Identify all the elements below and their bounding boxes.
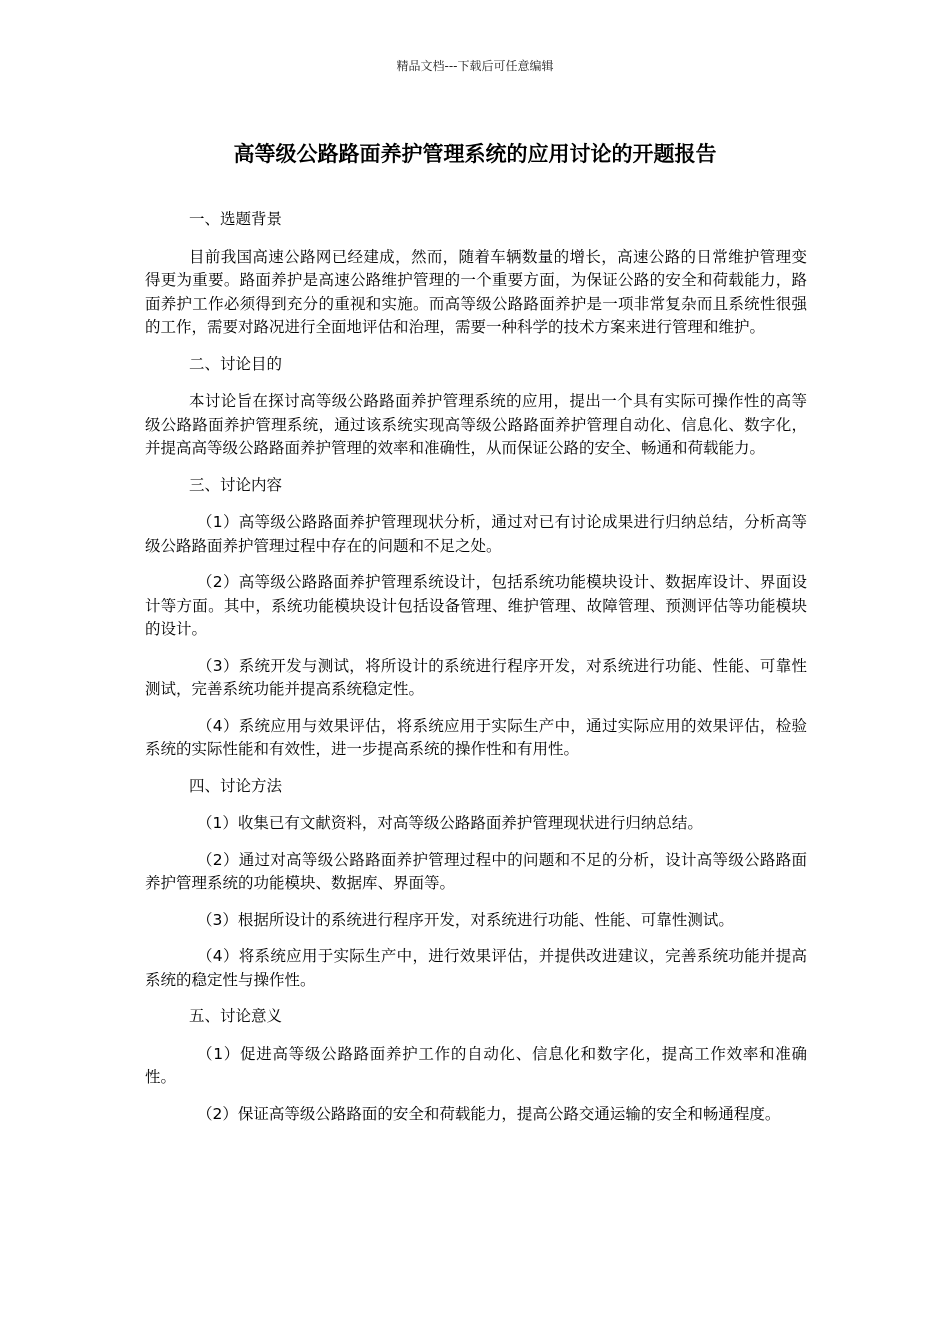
purpose-paragraph: 本讨论旨在探讨高等级公路路面养护管理系统的应用，提出一个具有实际可操作性的高等级公路路面养护管理系统，通过该系统实现高等级公路路面养护管理自动化、信息化、数字化，并提高高等级公路路面养护管理的效率和准确性，从而保证公路的安全、畅通和荷载能力。 [145, 392, 807, 457]
content-item-2: （2）高等级公路路面养护管理系统设计，包括系统功能模块设计、数据库设计、界面设计等方面。其中，系统功能模块设计包括设备管理、维护管理、故障管理、预测评估等功能模块的设计。 [145, 573, 807, 638]
method-item-4: （4）将系统应用于实际生产中，进行效果评估，并提供改进建议，完善系统功能并提高系统的稳定性与操作性。 [145, 947, 807, 989]
background-paragraph: 目前我国高速公路网已经建成，然而，随着车辆数量的增长，高速公路的日常维护管理变得更为重要。路面养护是高速公路维护管理的一个重要方面，为保证公路的安全和荷载能力，路面养护工作必须得到充分的重视和实施。而高等级公路路面养护是一项非常复杂而且系统性很强的工作，需要对路况进行全面地评估和治理，需要一种科学的技术方案来进行管理和维护。 [145, 247, 807, 336]
document-body [145, 208, 807, 1139]
section-heading-content: 三、讨论内容 [189, 475, 283, 494]
method-item-2: （2）通过对高等级公路路面养护管理过程中的问题和不足的分析，设计高等级公路路面养护管理系统的功能模块、数据库、界面等。 [145, 850, 807, 892]
section-heading-purpose: 二、讨论目的 [189, 354, 283, 373]
significance-item-2: （2）保证高等级公路路面的安全和荷载能力，提高公路交通运输的安全和畅通程度。 [197, 1104, 781, 1123]
section-heading-method: 四、讨论方法 [189, 776, 283, 795]
method-item-1: （1）收集已有文献资料，对高等级公路路面养护管理现状进行归纳总结。 [197, 814, 703, 832]
content-item-4: （4）系统应用与效果评估，将系统应用于实际生产中，通过实际应用的效果评估，检验系统的实际性能和有效性，进一步提高系统的操作性和有用性。 [145, 716, 807, 758]
document-title: 高等级公路路面养护管理系统的应用讨论的开题报告 [233, 142, 717, 166]
page-header: 精品文档---下载后可任意编辑 [396, 59, 554, 73]
method-item-3: （3）根据所设计的系统进行程序开发，对系统进行功能、性能、可靠性测试。 [197, 910, 734, 929]
content-item-1: （1）高等级公路路面养护管理现状分析，通过对已有讨论成果进行归纳总结，分析高等级公路路面养护管理过程中存在的问题和不足之处。 [145, 513, 807, 555]
section-heading-significance: 五、讨论意义 [189, 1007, 283, 1025]
section-heading-background: 一、选题背景 [189, 210, 283, 228]
content-item-3: （3）系统开发与测试，将所设计的系统进行程序开发，对系统进行功能、性能、可靠性测试，完善系统功能并提高系统稳定性。 [145, 656, 807, 698]
significance-item-1: （1）促进高等级公路路面养护工作的自动化、信息化和数字化，提高工作效率和准确性。 [145, 1044, 807, 1086]
